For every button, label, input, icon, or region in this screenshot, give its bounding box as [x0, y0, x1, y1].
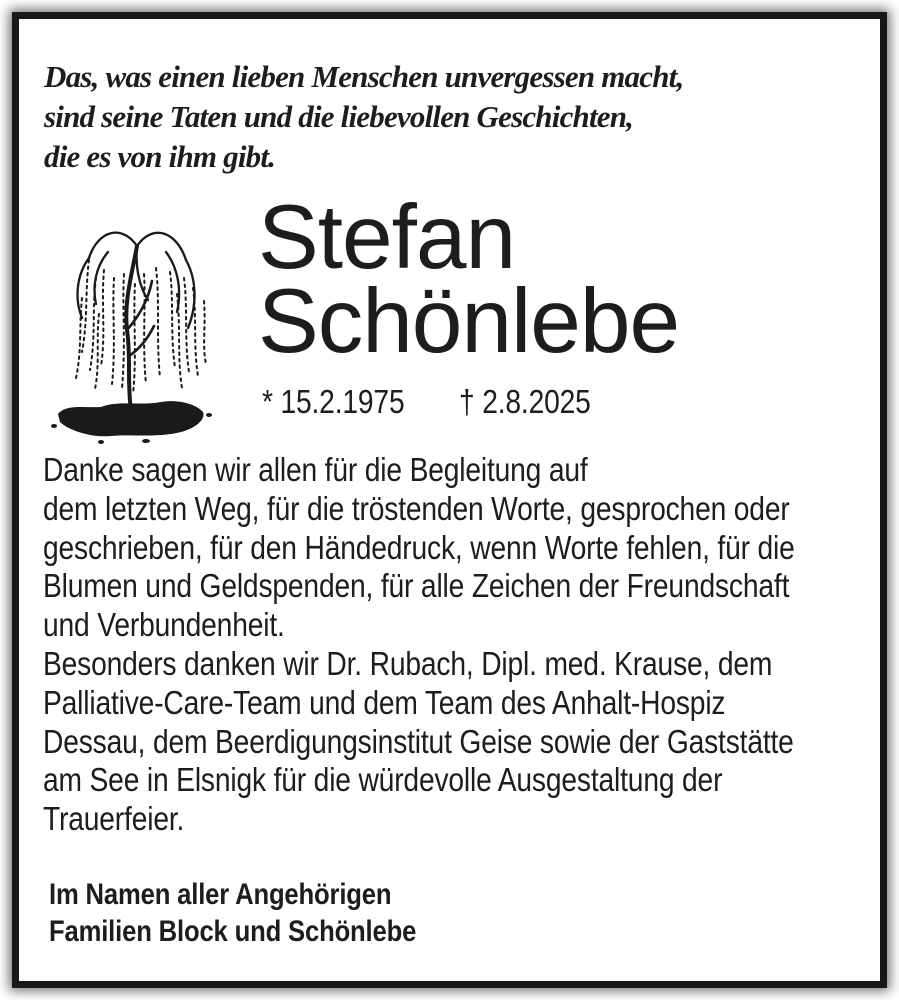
- acknowledgement-line-text: Besonders danken wir Dr. Rubach, Dipl. med. Krause, dem: [43, 644, 773, 682]
- acknowledgement-line-text: Danke sagen wir allen für die Begleitung auf: [43, 451, 588, 488]
- acknowledgement-line: [43, 451, 899, 490]
- birth-date: * 15.2.1975: [262, 383, 405, 420]
- deceased-last-name: Schönlebe: [258, 271, 680, 372]
- acknowledgement-line: [43, 684, 899, 723]
- signature-line-text: Familien Block und Schönlebe: [49, 915, 417, 948]
- acknowledgement-line-text: und Verbundenheit.: [43, 606, 285, 644]
- weeping-willow-tree-icon: [46, 186, 216, 451]
- life-dates: [262, 383, 613, 421]
- acknowledgement-line-text: am See in Elsnigk für die würdevolle Ausgestaltung der: [43, 761, 723, 799]
- memorial-quote-line: die es von ihm gibt.: [44, 139, 276, 174]
- deceased-name: [258, 187, 680, 372]
- acknowledgement-line: [43, 606, 899, 645]
- acknowledgement-line: [43, 567, 899, 606]
- tree-crown: [76, 233, 206, 410]
- signature-line-text: Im Namen aller Angehörigen: [49, 878, 392, 911]
- acknowledgement-text: [43, 451, 899, 839]
- acknowledgement-line: [43, 645, 899, 684]
- memorial-quote-line: Das, was einen lieben Menschen unvergessen macht,: [44, 59, 684, 94]
- family-signature: [49, 876, 478, 950]
- signature-line: [49, 876, 478, 913]
- acknowledgement-line: [43, 529, 899, 568]
- memorial-quote-line: sind seine Taten und die liebevollen Geschichten,: [44, 99, 634, 134]
- acknowledgement-line-text: geschrieben, für den Händedruck, wenn Worte fehlen, für die: [43, 528, 795, 566]
- acknowledgement-line-text: Trauerfeier.: [43, 800, 185, 838]
- acknowledgement-paragraph-1: [43, 451, 899, 645]
- acknowledgement-line-text: Blumen und Geldspenden, für alle Zeichen der Freundschaft: [43, 567, 790, 605]
- acknowledgement-line: [43, 490, 899, 529]
- death-date: † 2.8.2025: [458, 383, 591, 420]
- memorial-quote: [44, 57, 683, 177]
- deceased-first-name: Stefan: [258, 187, 516, 288]
- acknowledgement-line: [43, 761, 899, 800]
- acknowledgement-line-text: Dessau, dem Beerdigungsinstitut Geise sowie der Gaststätte: [43, 722, 794, 760]
- tree-ground-mound: [51, 401, 212, 444]
- acknowledgement-line-text: Palliative-Care-Team und dem Team des Anhalt-Hospiz: [43, 683, 726, 721]
- signature-line: [49, 913, 478, 950]
- acknowledgement-line-text: dem letzten Weg, für die tröstenden Worte, gesprochen oder: [43, 489, 790, 527]
- acknowledgement-paragraph-2: [43, 645, 899, 839]
- acknowledgement-line: [43, 800, 899, 839]
- acknowledgement-line: [43, 723, 899, 762]
